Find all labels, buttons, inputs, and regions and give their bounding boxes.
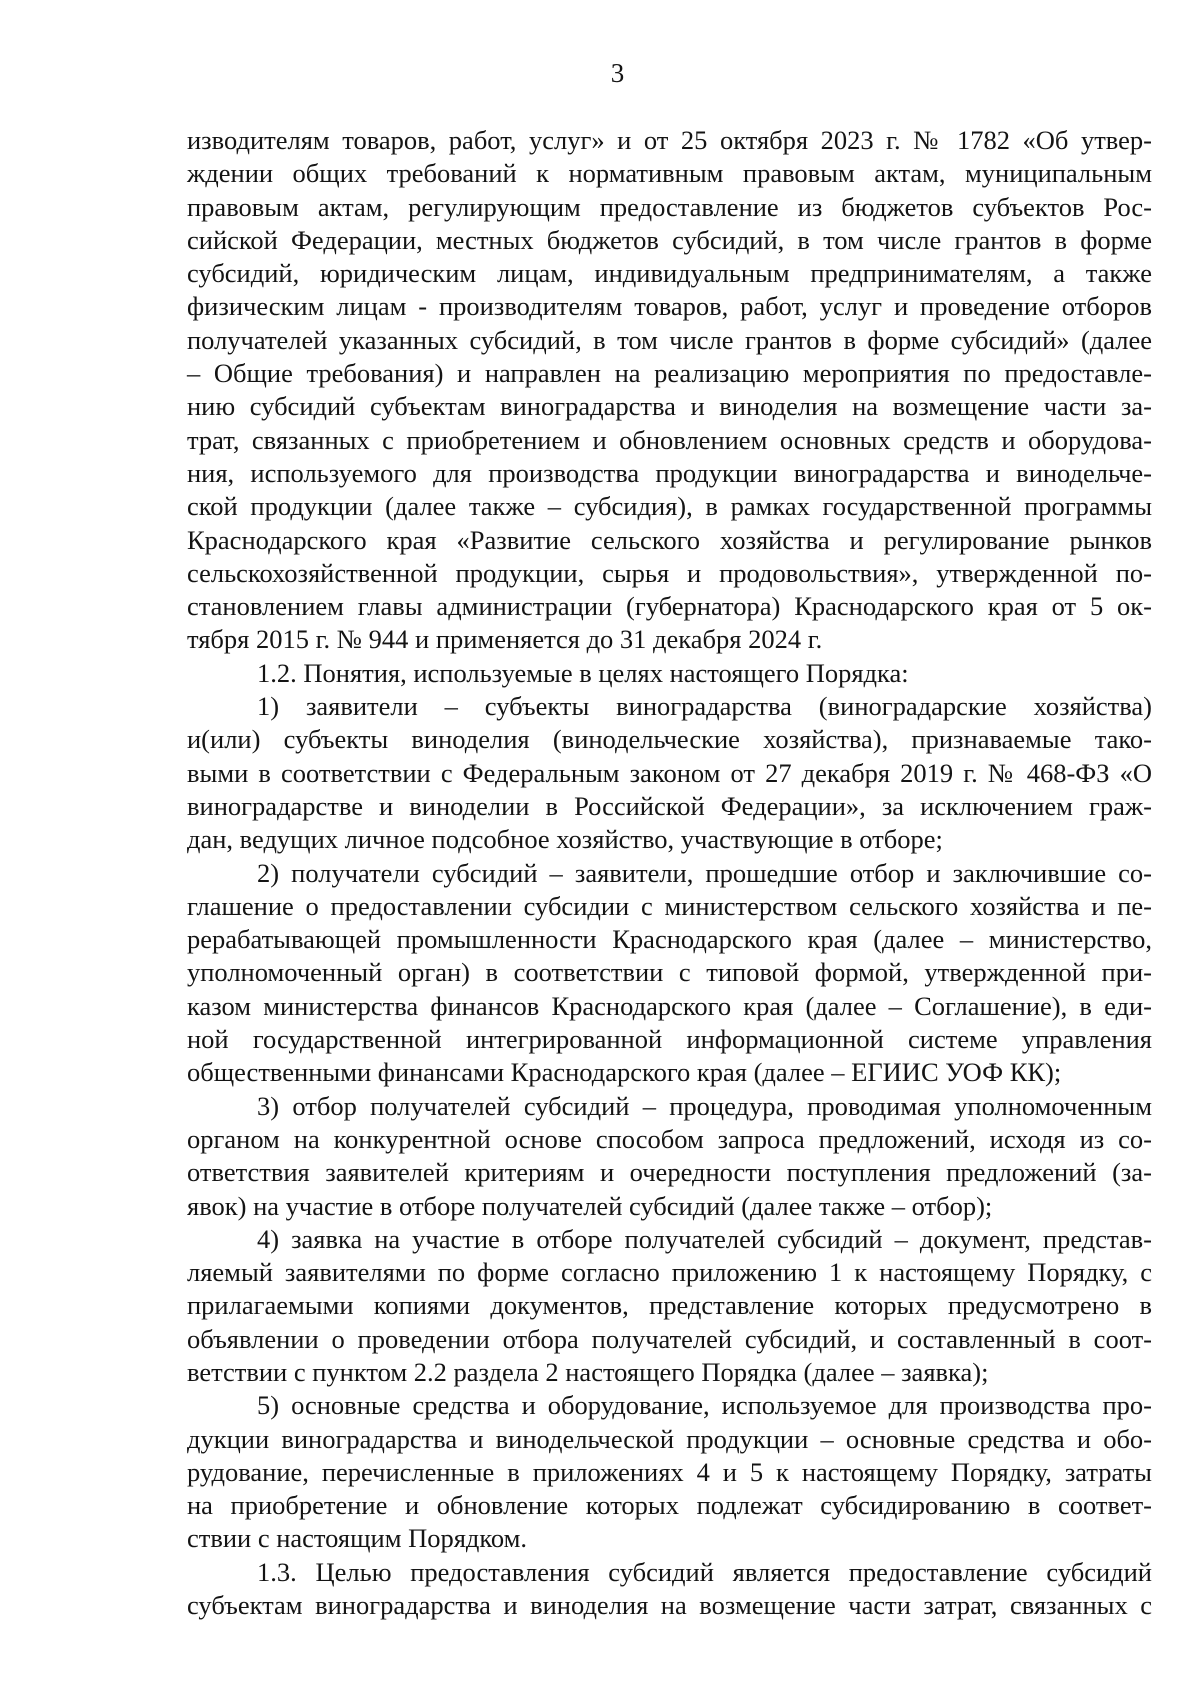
text-line: тября 2015 г. № 944 и применяется до 31 декабря 2024 г. [187, 624, 823, 655]
text-line: уполномоченный орган) в соответствии с типовой формой, утвержденной при- [187, 957, 1152, 988]
text-line: – Общие требования) и направлен на реализацию мероприятия по предоставле- [187, 358, 1152, 389]
text-line: ной государственной интегрированной информационной системе управления [187, 1024, 1152, 1055]
text-line: дан, ведущих личное подсобное хозяйство, участвующие в отборе; [187, 824, 943, 855]
text-line: субъектам виноградарства и виноделия на возмещение части затрат, связанных с [187, 1590, 1152, 1621]
text-line: выми в соответствии с Федеральным законом от 27 декабря 2019 г. № 468-ФЗ «О [187, 757, 1152, 788]
text-line: ляемый заявителями по форме согласно приложению 1 к настоящему Порядку, с [187, 1257, 1152, 1288]
text-line: ждении общих требований к нормативным правовым актам, муниципальным [187, 158, 1152, 189]
text-line: органом на конкурентной основе способом запроса предложений, исходя из со- [187, 1123, 1152, 1154]
text-line: явок) на участие в отборе получателей субсидий (далее также – отбор); [187, 1190, 993, 1221]
text-line: ской продукции (далее также – субсидия), в рамках государственной программы [187, 491, 1152, 522]
text-line: виноградарстве и виноделии в Российской Федерации», за исключением граж- [187, 790, 1152, 821]
text-line: 1.2. Понятия, используемые в целях настоящего Порядка: [257, 657, 909, 688]
text-line: изводителям товаров, работ, услуг» и от 25 октября 2023 г. № 1782 «Об утвер- [187, 125, 1152, 155]
text-line: на приобретение и обновление которых подлежат субсидированию в соответ- [187, 1490, 1152, 1521]
text-line: трат, связанных с приобретением и обновлением основных средств и оборудова- [187, 424, 1152, 455]
page-number: 3 [610, 58, 625, 88]
text-line: субсидий, юридическим лицам, индивидуальным предпринимателям, а также [187, 258, 1152, 289]
text-line: 3) отбор получателей субсидий – процедура, проводимая уполномоченным [257, 1090, 1152, 1121]
body-text [187, 124, 1152, 1622]
text-line: 4) заявка на участие в отборе получателей субсидий – документ, представ- [257, 1223, 1152, 1254]
text-line: сельскохозяйственной продукции, сырья и продовольствия», утвержденной по- [187, 557, 1152, 588]
text-line: глашение о предоставлении субсидии с министерством сельского хозяйства и пе- [187, 890, 1152, 921]
text-line: рудование, перечисленные в приложениях 4 и 5 к настоящему Порядку, затраты [187, 1456, 1152, 1487]
text-line: 1.3. Целью предоставления субсидий является предоставление субсидий [257, 1556, 1152, 1587]
text-line: рерабатывающей промышленности Краснодарского края (далее – министерство, [187, 924, 1152, 955]
text-line: 5) основные средства и оборудование, используемое для производства про- [257, 1390, 1152, 1421]
text-line: физическим лицам - производителям товаров, работ, услуг и проведение отборов [187, 291, 1152, 322]
text-line: общественными финансами Краснодарского края (далее – ЕГИИС УОФ КК); [187, 1057, 1062, 1088]
text-line: и(или) субъекты виноделия (винодельческие хозяйства), признаваемые тако- [187, 724, 1152, 755]
text-line: получателей указанных субсидий, в том числе грантов в форме субсидий» (далее [187, 324, 1152, 355]
text-line: ветствии с пунктом 2.2 раздела 2 настоящего Порядка (далее – заявка); [187, 1356, 989, 1387]
text-line: дукции виноградарства и винодельческой продукции – основные средства и обо- [187, 1423, 1152, 1454]
text-line: 1) заявители – субъекты виноградарства (виноградарские хозяйства) [257, 691, 1152, 722]
text-line: ствии с настоящим Порядком. [187, 1523, 528, 1554]
text-line: ответствия заявителей критериям и очередности поступления предложений (за- [187, 1157, 1152, 1188]
text-line: 2) получатели субсидий – заявители, прошедшие отбор и заключившие со- [257, 857, 1152, 888]
text-line: прилагаемыми копиями документов, представление которых предусмотрено в [187, 1290, 1152, 1321]
text-line: объявлении о проведении отбора получателей субсидий, и составленный в соот- [187, 1323, 1152, 1354]
text-line: казом министерства финансов Краснодарского края (далее – Соглашение), в еди- [187, 990, 1152, 1021]
text-line: нию субсидий субъектам виноградарства и виноделия на возмещение части за- [187, 391, 1152, 422]
text-line: ния, используемого для производства продукции виноградарства и винодельче- [187, 457, 1152, 488]
text-line: Краснодарского края «Развитие сельского хозяйства и регулирование рынков [187, 524, 1152, 555]
text-line: правовым актам, регулирующим предоставление из бюджетов субъектов Рос- [187, 191, 1152, 222]
text-line: становлением главы администрации (губернатора) Краснодарского края от 5 ок- [187, 591, 1152, 622]
text-line: сийской Федерации, местных бюджетов субсидий, в том числе грантов в форме [187, 224, 1152, 255]
